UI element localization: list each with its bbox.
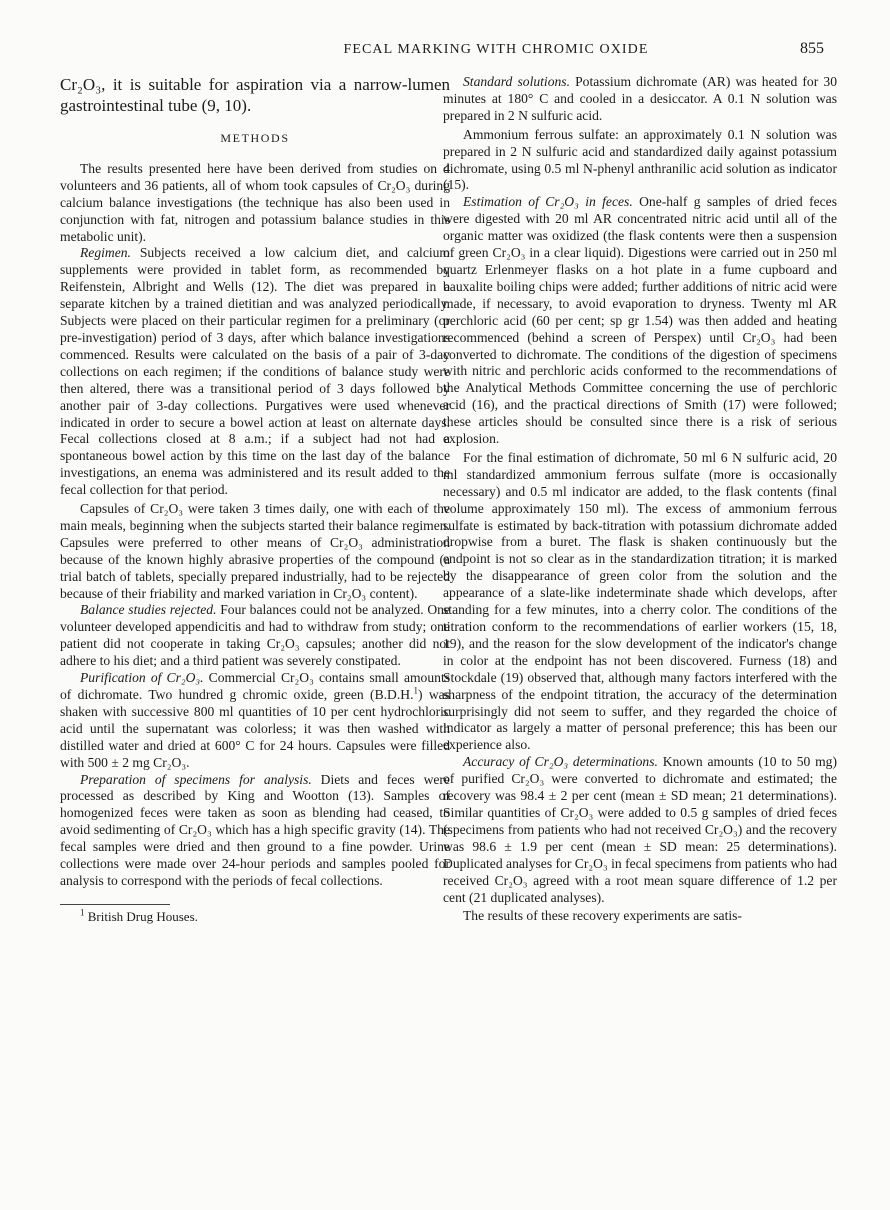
subheading-preparation: Preparation of specimens for analysis. — [80, 771, 312, 787]
footnote-text: British Drug Houses. — [84, 908, 198, 924]
paragraph-standard-solutions-text: Potassium dichromate (AR) was heated for 30 minutes at 180° C and cooled in a desiccator. A 0.1 N solution was prepared in 2 N sulfuric acid. — [443, 74, 837, 123]
paragraph-balance-rejected — [60, 602, 450, 670]
footnote-divider — [60, 904, 170, 905]
paragraph-accuracy-text: Known amounts (10 to 50 mg) of purified Cr₂O₃ were converted to dichromate and estimated; the recovery was 98.4 ± 2 per cent (mean ± SD mean; 21 determinations). Similar quantities of Cr₂O₃ were added to 0.5 g samples of dried feces (specimens from patients who had not received Cr₂O₃) and the recovery was 98.6 ± 1.9 per cent (mean ± SD mean: 25 determinations). Duplicated analyses for Cr₂O₃ in fecal specimens from patients who had received Cr₂O₃ agreed with a root mean square difference of 1.2 per cent (21 duplicated analyses). — [443, 754, 837, 905]
paragraph-recovery-results: The results of these recovery experiments are satis- — [463, 908, 742, 924]
paragraph-estimation — [443, 194, 837, 448]
subheading-purification: Purification of Cr₂O₃. — [80, 670, 204, 686]
page-number: 855 — [800, 40, 824, 57]
subheading-estimation: Estimation of Cr₂O₃ in feces. — [463, 194, 633, 210]
paragraph-standard-solutions — [443, 74, 837, 125]
right-column — [443, 74, 837, 925]
paragraph-regimen-text: Subjects received a low calcium diet, and calcium supplements were provided in tablet form, as recommended by Reifenstein, Albright and Wells (12). The diet was prepared in a separate kitchen by a trained dietitian and was analyzed periodically. Subjects were placed on their particular regimen for a preliminary (or pre-investigation) period of 3 days, after which balance investigations commenced. Results were calculated on the basis of a pair of 3-day collections on each regimen; if the conditions of balance study were then altered, there was a transitional period of 3 days followed by another pair of 3-day collections. Purgatives were used whenever indicated in order to secure a bowel action at least on alternate days. Fecal collections closed at 8 a.m.; if a subject had not had a spontaneous bowel action by this time on the last day of the balance investigations, an enema was administered and its result added to the fecal collection for that period. — [60, 245, 450, 498]
paragraph-ammonium-ferrous-sulfate: Ammonium ferrous sulfate: an approximately 0.1 N solution was prepared in 2 N sulfuric acid and standardized daily against potassium dichromate, using 0.5 ml N-phenyl anthranilic acid solution as indicator (15). — [443, 126, 837, 193]
paragraph-preparation-text: Diets and feces were processed as described by King and Wootton (13). Samples of homogenized feces were taken as soon as blending had ceased, to avoid sedimenting of Cr₂O₃ which has a high specific gravity (14). The fecal samples were dried and then ground to a fine powder. Urine collections were made over 24-hour periods and samples pooled for analysis to correspond with the periods of fecal collections. — [60, 771, 450, 888]
continued-paragraph: Cr₂O₃, it is suitable for aspiration via a narrow-lumen gastrointestinal tube (9, 10). — [60, 75, 450, 115]
subheading-accuracy: Accuracy of Cr₂O₃ determinations. — [463, 754, 658, 770]
paragraph-estimation-text: One-half g samples of dried feces were digested with 20 ml AR concentrated nitric acid until all of the organic matter was oxidized (the flask contents were then a suspension of green Cr₂O₃ in a clear liquid). Digestions were carried out in 250 ml quartz Erlenmeyer flasks on a hot plate in a fume cupboard and bauxalite boiling chips were added; further additions of nitric acid were made, if necessary, to avoid evaporation to dryness. Twenty ml AR perchloric acid (60 per cent; sp gr 1.54) was then added and heating recommenced (behind a screen of Perspex) until Cr₂O₃ had been converted to dichromate. The conditions of the digestion of specimens with nitric and perchloric acids conformed to the recommendations of the Analytical Methods Committee concerning the use of perchloric acid (16), and the practical directions of Smith (17) were followed; these articles should be consulted since there is a risk of serious explosion. — [443, 194, 837, 447]
paragraph-balance-rejected-text: Four balances could not be analyzed. One volunteer developed appendicitis and had to withdraw from study; one patient did not cooperate in taking Cr₂O₃ capsules; another did not adhere to his diet; and a third patient was severely constipated. — [60, 602, 451, 669]
paragraph-final-estimation: For the final estimation of dichromate, 50 ml 6 N sulfuric acid, 20 ml standardized ammonium ferrous sulfate (more is occasionally necessary) and 0.5 ml indicator are added, to the flask contents (final volume approximately 150 ml). The excess of ammonium ferrous sulfate is estimated by back-titration with potassium dichromate added dropwise from a buret. The flask is shaken continuously but the endpoint is not so clear as in the standardization titration; it is marked by the disappearance of green color from the solution and the appearance of a slate-like indeterminate shade which develops, after standing for a few minutes, into a cherry color. The conditions of the titration conform to the recommendations of earlier workers (15, 18, 19), and the reason for the slow development of the indicator's change in color at the endpoint has not been discovered. Furness (18) and Stockdale (19) observed that, although many factors interfered with the sharpness of the endpoint titration, the accuracy of the determination surprisingly did not seem to suffer, and they regarded the choice of indicator as largely a matter of personal preference; this has been our experience also. — [443, 449, 837, 753]
subheading-standard-solutions: Standard solutions. — [463, 74, 570, 89]
paragraph-purification-text-b: ) was shaken with successive 800 ml quantities of 10 per cent hydrochloric acid until the supernatant was colorless; it was then washed with distilled water and dried at 600° C for 24 hours. Capsules were filled with 500 ± 2 mg Cr₂O₃. — [60, 687, 450, 770]
left-column — [60, 74, 450, 925]
paragraph-accuracy — [443, 754, 837, 906]
subheading-balance-rejected: Balance studies rejected. — [80, 602, 217, 618]
paragraph-purification — [60, 670, 450, 771]
paragraph-capsules: Capsules of Cr₂O₃ were taken 3 times daily, one with each of the main meals, beginning when the subjects started their balance regimen. Capsules were preferred to other means of Cr₂O₃ administration because of the known highly abrasive properties of the compound (a trial batch of tablets, specially prepared industrially, had to be rejected because of their friability and marked variation in Cr₂O₃ content). — [60, 501, 450, 601]
section-heading-methods: METHODS — [220, 131, 290, 145]
running-title: FECAL MARKING WITH CHROMIC OXIDE — [343, 42, 649, 57]
subheading-regimen: Regimen. — [80, 245, 131, 261]
paragraph-regimen — [60, 245, 450, 499]
paragraph-purification-text-a: Commercial Cr₂O₃ contains small amounts of dichromate. Two hundred g chromic oxide, green (B.D.H. — [60, 670, 451, 702]
footnote-mark: 1 — [80, 907, 85, 918]
paragraph-preparation — [60, 772, 450, 890]
paragraph-intro: The results presented here have been derived from studies on 4 volunteers and 36 patients, all of whom took capsules of Cr₂O₃ during calcium balance investigations (the technique has also been used in conjunction with fat, nitrogen and potassium balance studies in this metabolic unit). — [60, 160, 450, 244]
footnote-reference: 1 — [413, 685, 418, 696]
footnote — [60, 909, 450, 925]
